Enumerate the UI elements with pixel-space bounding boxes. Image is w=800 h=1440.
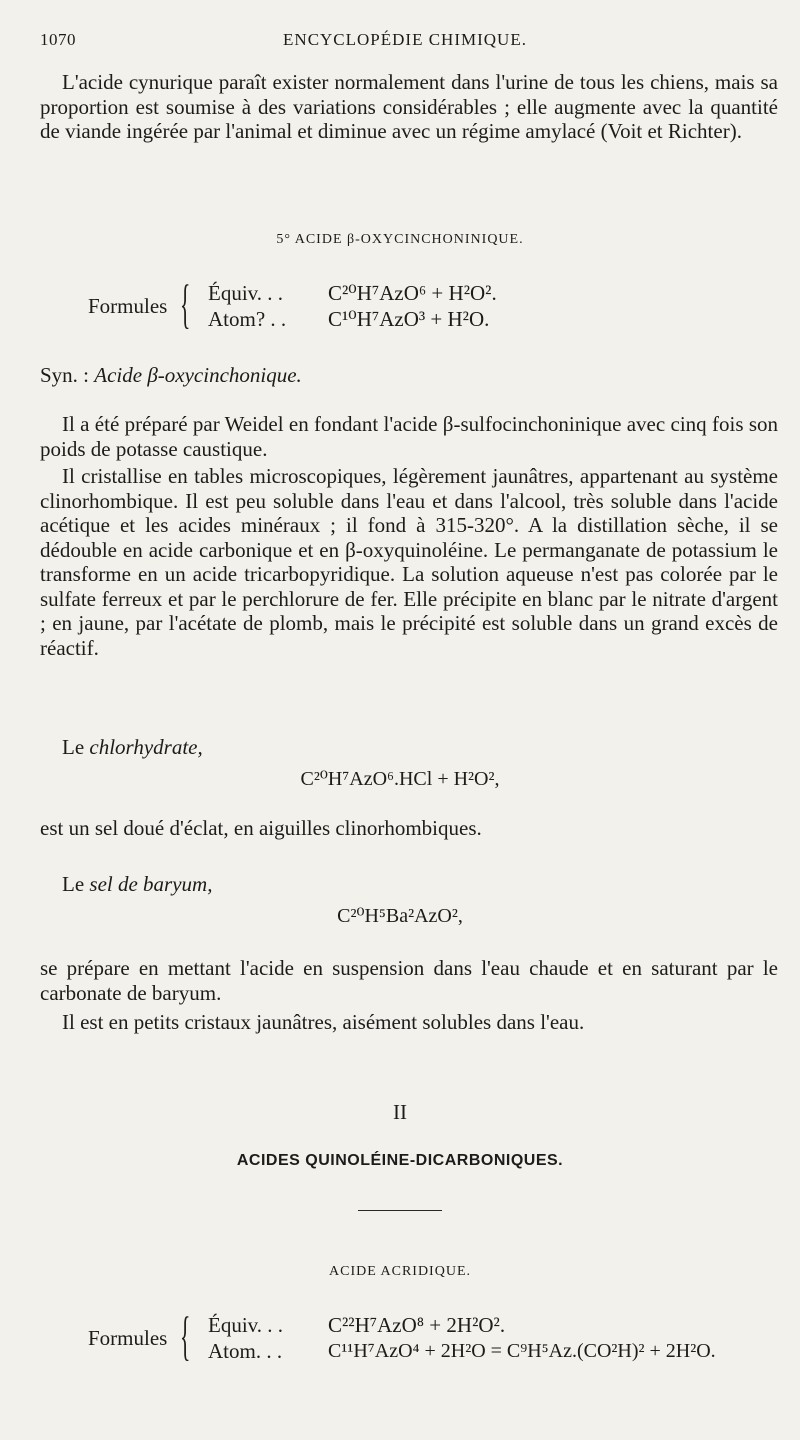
part-numeral: II <box>393 1100 407 1124</box>
running-title: ENCYCLOPÉDIE CHIMIQUE. <box>283 30 527 49</box>
atom-label-2: Atom. . . <box>208 1339 283 1363</box>
equiv-formula-2: C²²H⁷AzO⁸ + 2H²O². <box>328 1313 506 1337</box>
baryum-description: se prépare en mettant l'acide en suspension dans l'eau chaude et en saturant par le carbonate de baryum. <box>40 956 778 1005</box>
brace-icon: { <box>180 1306 191 1366</box>
formulas-label: Formules <box>88 294 168 318</box>
synonym-prefix: Syn. : <box>40 363 90 387</box>
intro-paragraph: L'acide cynurique paraît exister normalement dans l'urine de tous les chiens, mais sa proportion est soumise à des variations considérables ; elle augmente avec la quantité de viande ingérée par l'animal et diminue avec un régime amylacé (Voit et Richter). <box>40 70 778 143</box>
synonym-line <box>40 363 778 388</box>
part-title: ACIDES QUINOLÉINE-DICARBONIQUES. <box>236 1152 564 1169</box>
sub-heading: ACIDE ACRIDIQUE. <box>329 1264 471 1279</box>
preparation-paragraph: Il a été préparé par Weidel en fondant l'acide β-sulfocinchoninique avec cinq fois son poids de potasse caustique. <box>40 412 778 461</box>
equiv-label: Équiv. . . <box>208 281 284 305</box>
atom-label: Atom? . . <box>208 307 287 331</box>
chlorhydrate-line <box>40 735 778 760</box>
baryum-line <box>40 872 778 897</box>
baryum-prefix: Le <box>62 872 85 896</box>
baryum-name: sel de baryum, <box>89 872 213 896</box>
atom-formula-2: C¹¹H⁷AzO⁴ + 2H²O = C⁹H⁵Az.(CO²H)² + 2H²O. <box>328 1340 716 1362</box>
synonym-name: Acide β-oxycinchonique. <box>94 363 302 387</box>
chlorhydrate-formula: C²⁰H⁷AzO⁶.HCl + H²O², <box>300 768 500 790</box>
equiv-label-2: Équiv. . . <box>208 1313 284 1337</box>
section-heading: 5° ACIDE β-OXYCINCHONINIQUE. <box>276 232 524 247</box>
chlorhydrate-description: est un sel doué d'éclat, en aiguilles clinorhombiques. <box>40 816 482 840</box>
properties-paragraph: Il cristallise en tables microscopiques, légèrement jaunâtres, appartenant au système clinorhombique. Il est peu soluble dans l'eau et dans l'alcool, très soluble dans l'acide acétique et les acides minéraux ; il fond à 315-320°. A la distillation sèche, il se dédouble en acide carbonique et en β-oxyquinoléine. Le permanganate de potassium le transforme en un acide tricarbopyridique. La solution aqueuse n'est pas colorée par le sulfate ferreux et par le perchlorure de fer. Elle précipite en blanc par le nitrate d'argent ; en jaune, par l'acétate de plomb, mais le précipité est soluble dans un grand excès de réactif. <box>40 464 778 660</box>
formulas-label-2: Formules <box>88 1326 168 1350</box>
page-number: 1070 <box>40 30 76 49</box>
section-divider <box>358 1210 442 1211</box>
equiv-formula: C²⁰H⁷AzO⁶ + H²O². <box>328 281 497 305</box>
page-header <box>40 30 770 52</box>
baryum-formula: C²⁰H⁵Ba²AzO², <box>337 905 463 927</box>
chlorhydrate-name: chlorhydrate, <box>89 735 203 759</box>
brace-icon: { <box>180 274 191 334</box>
chlorhydrate-prefix: Le <box>62 735 85 759</box>
baryum-description-2: Il est en petits cristaux jaunâtres, aisément solubles dans l'eau. <box>62 1010 585 1034</box>
atom-formula: C¹⁰H⁷AzO³ + H²O. <box>328 307 490 331</box>
